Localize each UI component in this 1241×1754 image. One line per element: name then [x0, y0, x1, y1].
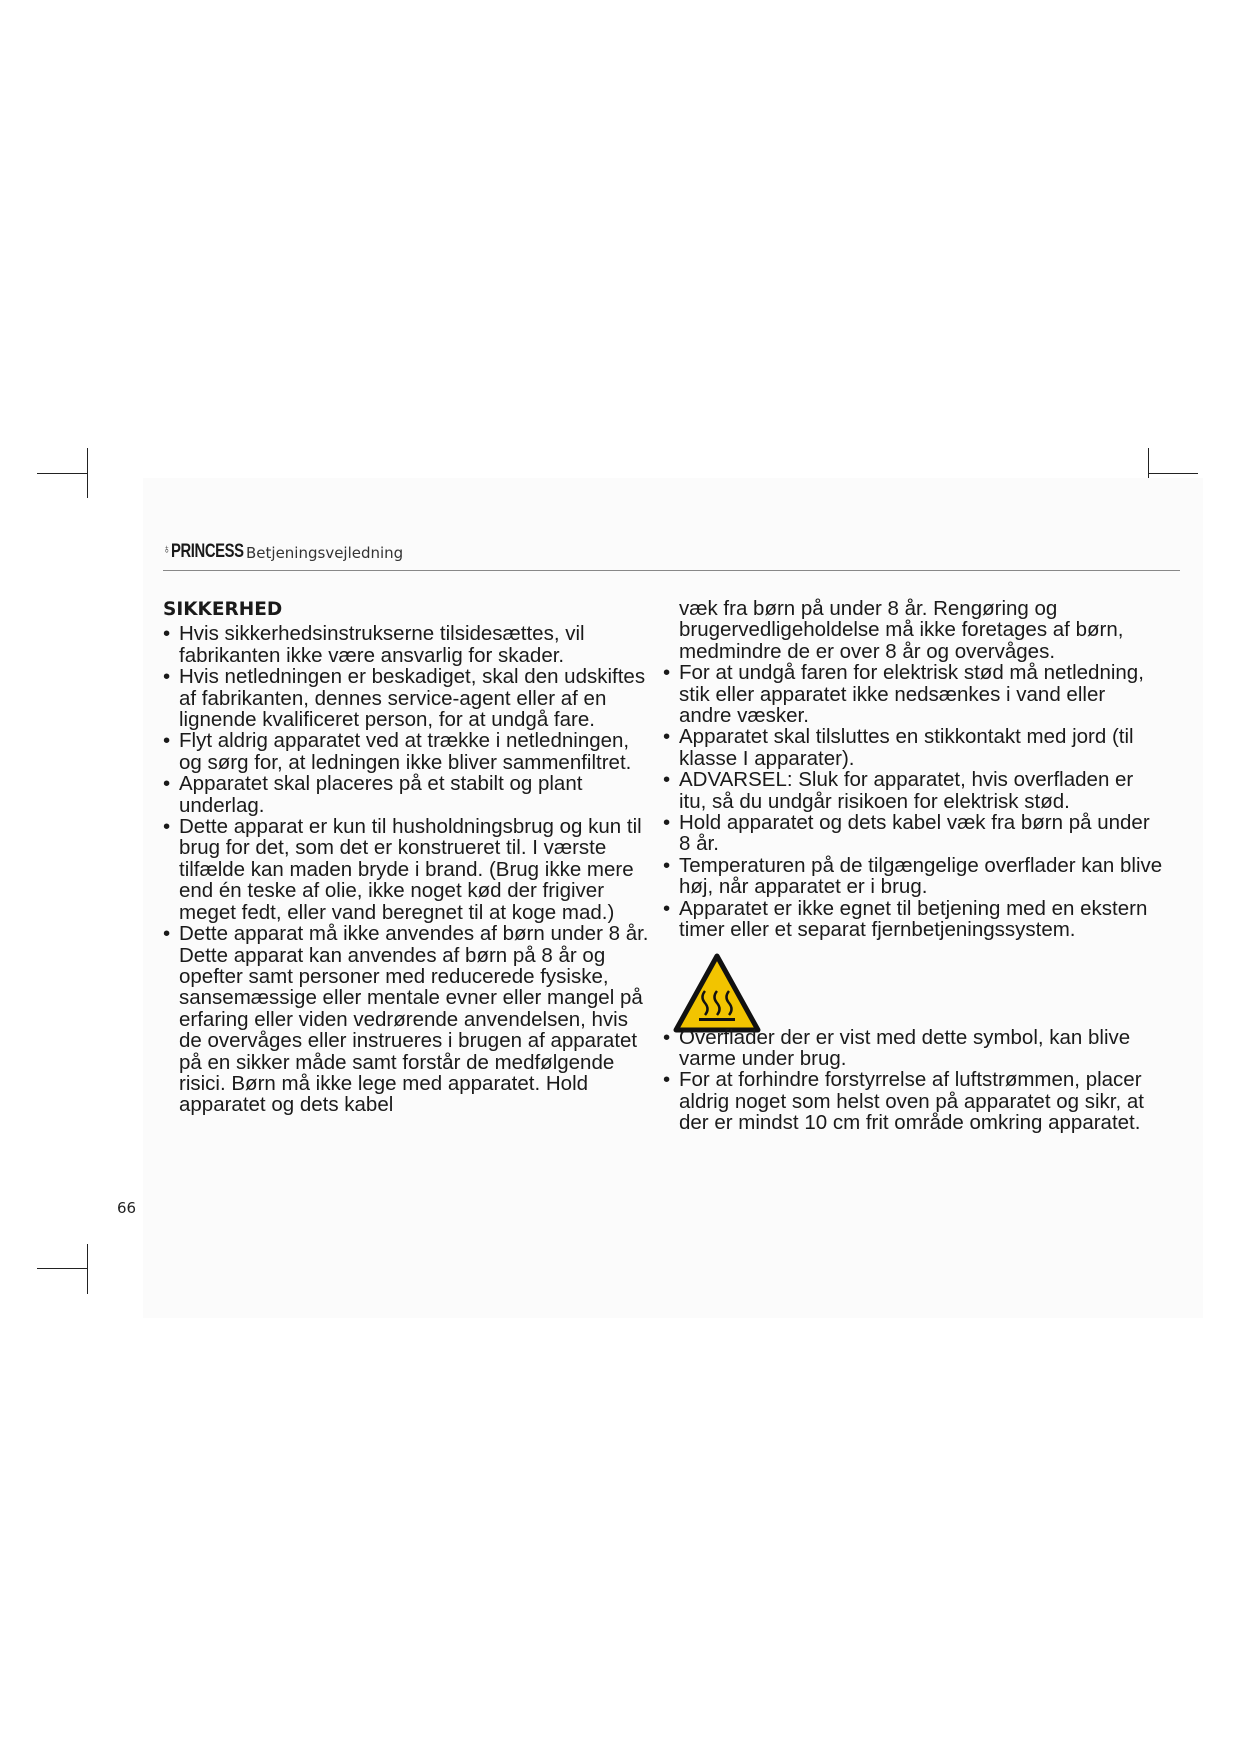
brand-mark-icon: ♁: [163, 541, 171, 556]
right-column: [663, 598, 1163, 1134]
list-item: • Hold apparatet og dets kabel væk fra børn på under 8 år.: [663, 811, 1150, 856]
crop-mark-top-left-h: [37, 473, 87, 474]
safety-list-right: [663, 662, 1163, 940]
list-item: • Dette apparat er kun til husholdningsbrug og kun til brug for det, som det er konstrueret til. I værste tilfælde kan maden bryde i brand. (Brug ikke mere end én teske af olie, ikke noget kød der frigiver meget fedt, eller vand beregnet til at koge mad.): [163, 815, 642, 924]
safety-list-left: [163, 623, 653, 1115]
list-item: • ADVARSEL: Sluk for apparatet, hvis overfladen er itu, så du undgår risikoen for elektrisk stød.: [663, 768, 1134, 813]
crop-mark-top-left-v: [87, 448, 88, 498]
list-item: • Hvis netledningen er beskadiget, skal den udskiftes af fabrikanten, dennes service-agent eller af en lignende kvalificeret person, for at undgå fare.: [163, 665, 646, 732]
list-item: • For at forhindre forstyrrelse af luftstrømmen, placer aldrig noget som helst oven på apparatet og sikr, at der er mindst 10 cm frit område omkring apparatet.: [663, 1068, 1144, 1135]
hot-surface-warning-icon: [673, 953, 761, 1033]
list-item: • Overflader der er vist med dette symbol, kan blive varme under brug.: [663, 1025, 1131, 1070]
list-item: • Apparatet skal tilsluttes en stikkontakt med jord (til klasse I apparater).: [663, 725, 1134, 770]
section-heading: SIKKERHED: [163, 599, 283, 620]
crop-mark-bottom-left-h: [37, 1268, 87, 1269]
crop-mark-bottom-left-v: [87, 1244, 88, 1294]
manual-subtitle: Betjeningsvejledning: [246, 544, 404, 562]
list-item: • Temperaturen på de tilgængelige overflader kan blive høj, når apparatet er i brug.: [663, 853, 1163, 899]
list-item: • Dette apparat må ikke anvendes af børn under 8 år. Dette apparat kan anvendes af børn på 8 år og opefter samt personer med reducerede fysiske, sansemæssige eller mentale evner eller mangel på erfaring eller viden vedrørende anvendelsen, hvis de overvåges eller instrueres i brugen af apparatet på en sikker måde samt forstår de medfølgende risici. Børn må ikke lege med apparatet. Hold apparatet og dets kabel: [163, 922, 649, 1117]
brand-logo: [163, 541, 244, 563]
list-item: • Hvis sikkerhedsinstrukserne tilsidesættes, vil fabrikanten ikke være ansvarlig for skader.: [163, 622, 585, 667]
crop-mark-top-right-h: [1148, 473, 1198, 474]
safety-list-right-after-icon: [663, 1027, 1163, 1134]
list-item: • Apparatet skal placeres på et stabilt og plant underlag.: [163, 772, 583, 817]
list-item: • Apparatet er ikke egnet til betjening med en ekstern timer eller et separat fjernbetjeningssystem.: [663, 896, 1148, 942]
left-column: [163, 599, 653, 1116]
list-item: • For at undgå faren for elektrisk stød må netledning, stik eller apparatet ikke nedsænkes i vand eller andre væsker.: [663, 661, 1144, 728]
page-number: 66: [117, 1199, 137, 1217]
page-header: [163, 541, 1180, 571]
list-item: • Flyt aldrig apparatet ved at trække i netledningen, og sørg for, at ledningen ikke bliver sammenfiltret.: [163, 729, 632, 774]
brand-name: PRINCESS: [170, 541, 244, 562]
continued-text: væk fra børn på under 8 år. Rengøring og brugervedligeholdelse må ikke foretages af børn, medmindre de er over 8 år og overvåges.: [679, 597, 1124, 663]
header-rule: [163, 570, 1180, 571]
